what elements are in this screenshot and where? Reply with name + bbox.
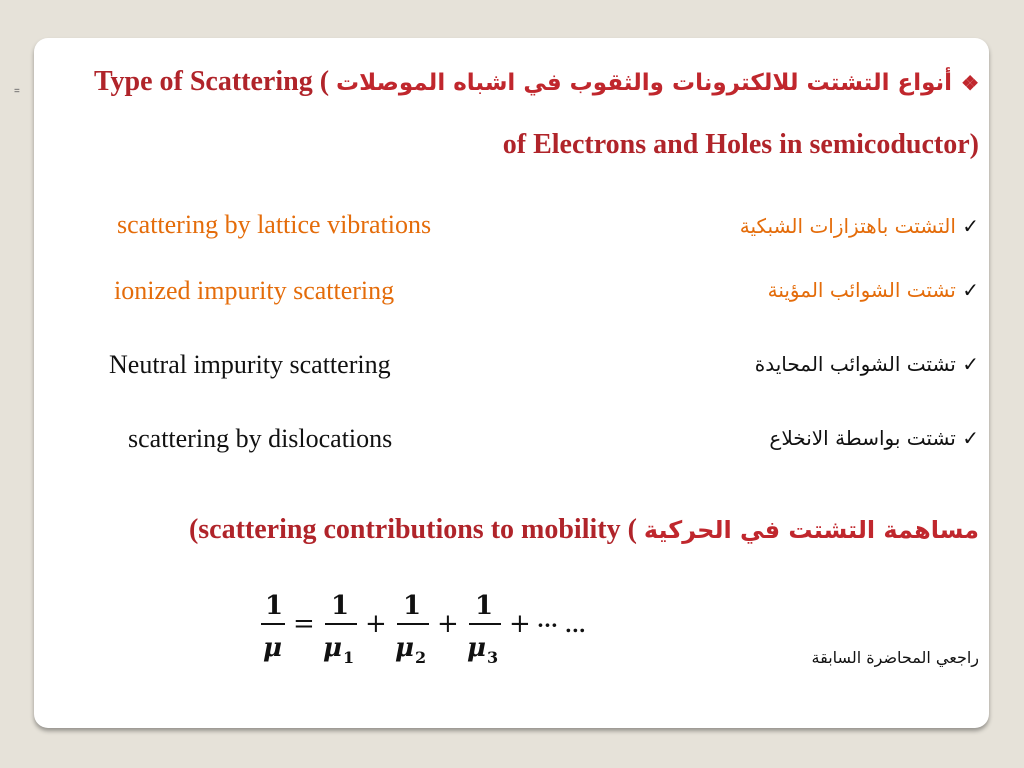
title-arabic: أنواع التشتت للالكترونات والثقوب في اشباه الموصلات [336,70,953,96]
formula-mu: μ [263,633,283,663]
item-english: scattering by dislocations [128,424,393,453]
formula-mu: μ [395,633,415,663]
formula-numerator: 1 [331,591,350,621]
diamond-bullet-icon: ❖ [961,73,979,95]
slide-title-line-1 [94,66,979,98]
item-arabic: ✓ تشتت الشوائب المحايدة [754,352,979,376]
title-english-part1: Type of Scattering ( [93,66,330,97]
formula-numerator: 1 [475,591,494,621]
slide-marker: = [14,86,20,97]
formula-mu: μ [323,633,343,663]
list-item [34,276,989,312]
checkmark-icon: ✓ [962,352,979,376]
note-text: راجعي المحاضرة السابقة [811,648,979,667]
plus-sign: + [509,609,531,639]
section-english: (scattering contributions to mobility ( [188,514,637,545]
checkmark-icon: ✓ [962,214,979,238]
list-item [34,424,989,460]
section-heading [189,514,979,546]
item-english: Neutral impurity scattering [109,350,391,379]
formula-ellipsis: ··· ... [537,613,586,637]
list-item [34,210,989,246]
formula-subscript: 2 [415,648,427,667]
equals-sign: = [293,609,315,639]
formula-subscript: 1 [343,648,355,667]
item-arabic: ✓ تشتت الشوائب المؤينة [767,278,979,302]
slide-panel [34,38,989,728]
plus-sign: + [365,609,387,639]
item-english: ionized impurity scattering [114,276,395,305]
plus-sign: + [437,609,459,639]
mobility-formula [259,586,619,676]
formula-subscript: 3 [487,648,499,667]
list-item [34,350,989,386]
formula-mu: μ [467,633,487,663]
checkmark-icon: ✓ [962,278,979,302]
item-arabic: ✓ التشتت باهتزازات الشبكية [739,214,979,238]
title-english-part2: of Electrons and Holes in semicoductor) [502,129,979,160]
formula-numerator: 1 [403,591,422,621]
item-arabic: ✓ تشتت بواسطة الانخلاع [769,426,979,450]
formula-numerator: 1 [265,591,284,621]
section-arabic: مساهمة التشتت في الحركية [643,516,979,544]
item-english: scattering by lattice vibrations [117,210,432,239]
checkmark-icon: ✓ [962,426,979,450]
slide-title-line-2 [503,129,979,161]
